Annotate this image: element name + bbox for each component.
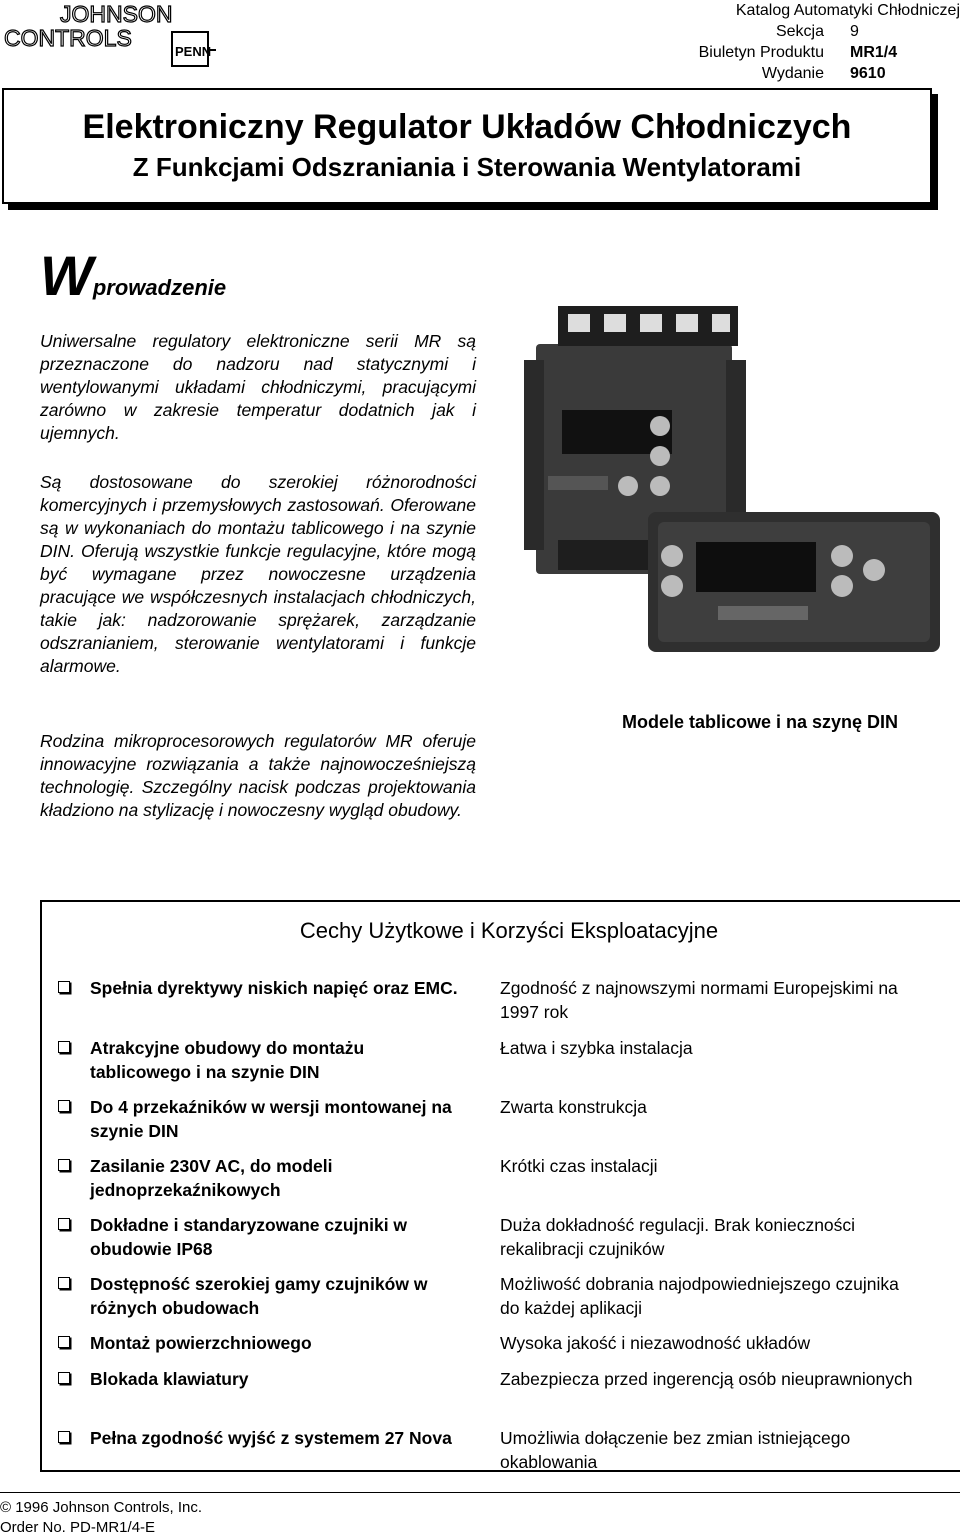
feature-text: Do 4 przekaźników w wersji montowanej na szynie DIN	[90, 1097, 452, 1141]
feature-text: Dostępność szerokiej gamy czujników w różnych obudowach	[90, 1274, 428, 1318]
feature-text: Montaż powierzchniowego	[90, 1333, 312, 1353]
section-value: 9	[850, 23, 859, 40]
feature-text: Spełnia dyrektywy niskich napięć oraz EMC.	[90, 978, 458, 998]
intro-heading	[40, 244, 227, 307]
page-title: Elektroniczny Regulator Układów Chłodniczych	[82, 108, 852, 146]
intro-paragraph-1: Uniwersalne regulatory elektroniczne serii MR są przeznaczone do nadzoru nad statycznymi i wentylowanymi układami chłodniczymi, pracującymi zarówno w zakresie temperatur dodatnich jak i ujemnych.	[40, 331, 476, 443]
logo-controls-text: CONTROLS	[4, 25, 132, 51]
benefit-text: Duża dokładność regulacji. Brak konieczności rekalibracji czujników	[500, 1215, 856, 1259]
bulletin-label: Biuletyn Produktu	[698, 44, 824, 61]
checkbox-icon	[58, 1372, 70, 1384]
checkbox-icon	[58, 1100, 70, 1112]
intro-paragraph-2: Są dostosowane do szerokiej różnorodności komercyjnych i przemysłowych zastosowań. Oferowane są w wykonaniach do montażu tablicowego i na szynie DIN. Oferują wszystkie funkcje regulacyjne, które mogą być wymagane przez nowoczesne urządzenia pracujące we współczesnych instalacjach chłodniczych, takie jak: nadzorowanie sprężarek, zarządzanie odszranianiem, sterowanie wentylatorami i funkcje alarmowe.	[40, 472, 476, 676]
feature-text: Pełna zgodność wyjść z systemem 27 Nova	[90, 1428, 452, 1448]
section-label: Sekcja	[775, 23, 824, 40]
feature-text: Zasilanie 230V AC, do modeli jednoprzekaźnikowych	[90, 1156, 333, 1200]
footer-order-number: Order No. PD-MR1/4-E	[0, 1519, 156, 1536]
page-subtitle: Z Funkcjami Odszraniania i Sterowania Wentylatorami	[132, 152, 802, 182]
intro-paragraph-3: Rodzina mikroprocesorowych regulatorów MR oferuje innowacyjne rozwiązania a także najnowocześniejszą technologię. Szczególny nacisk podczas projektowania kładziono na stylizację i nowoczesny wygląd obudowy.	[40, 731, 476, 820]
benefit-text: Umożliwia dołączenie bez zmian istniejącego okablowania	[500, 1428, 851, 1472]
edition-value: 9610	[850, 65, 886, 82]
feature-text: Blokada klawiatury	[90, 1369, 249, 1389]
footer-divider	[0, 1492, 960, 1493]
feature-text: Atrakcyjne obudowy do montażu tablicowego i na szynie DIN	[90, 1038, 365, 1082]
checkbox-icon	[58, 1159, 70, 1171]
footer-copyright: © 1996 Johnson Controls, Inc.	[0, 1499, 203, 1516]
product-caption: Modele tablicowe i na szynę DIN	[621, 712, 899, 732]
checkbox-icon	[58, 1277, 70, 1289]
title-box	[2, 88, 932, 204]
panel-controller	[648, 512, 940, 652]
features-box	[40, 900, 960, 1472]
features-title: Cechy Użytkowe i Korzyści Eksploatacyjne	[299, 918, 719, 943]
checkbox-icon	[58, 981, 70, 993]
footer	[0, 1498, 202, 1538]
penn-logo	[170, 30, 218, 70]
benefit-text: Zabezpiecza przed ingerencją osób nieuprawnionych	[500, 1369, 913, 1389]
benefit-text: Możliwość dobrania najodpowiedniejszego czujnika do każdej aplikacji	[500, 1274, 899, 1318]
checkbox-icon	[58, 1336, 70, 1348]
benefit-text: Łatwa i szybka instalacja	[500, 1038, 693, 1058]
logo-johnson-text: JOHNSON	[60, 1, 172, 27]
logo-penn-text: PENN	[175, 44, 212, 59]
bulletin-value: MR1/4	[850, 44, 898, 61]
catalog-name: Katalog Automatyki Chłodniczej	[735, 2, 960, 19]
checkbox-icon	[58, 1041, 70, 1053]
intro-heading-rest: prowadzenie	[92, 275, 227, 300]
benefit-text: Zgodność z najnowszymi normami Europejskimi na 1997 rok	[500, 978, 898, 1022]
edition-label: Wydanie	[761, 65, 824, 82]
benefit-text: Zwarta konstrukcja	[500, 1097, 647, 1117]
checkbox-icon	[58, 1218, 70, 1230]
benefit-text: Wysoka jakość i niezawodność układów	[500, 1333, 811, 1353]
johnson-controls-logo	[2, 0, 172, 52]
product-photo	[518, 300, 958, 680]
checkbox-icon	[58, 1431, 70, 1443]
benefit-text: Krótki czas instalacji	[500, 1156, 658, 1176]
feature-text: Dokładne i standaryzowane czujniki w obudowie IP68	[90, 1215, 408, 1259]
document-meta	[560, 0, 960, 84]
intro-heading-initial: W	[40, 244, 93, 307]
